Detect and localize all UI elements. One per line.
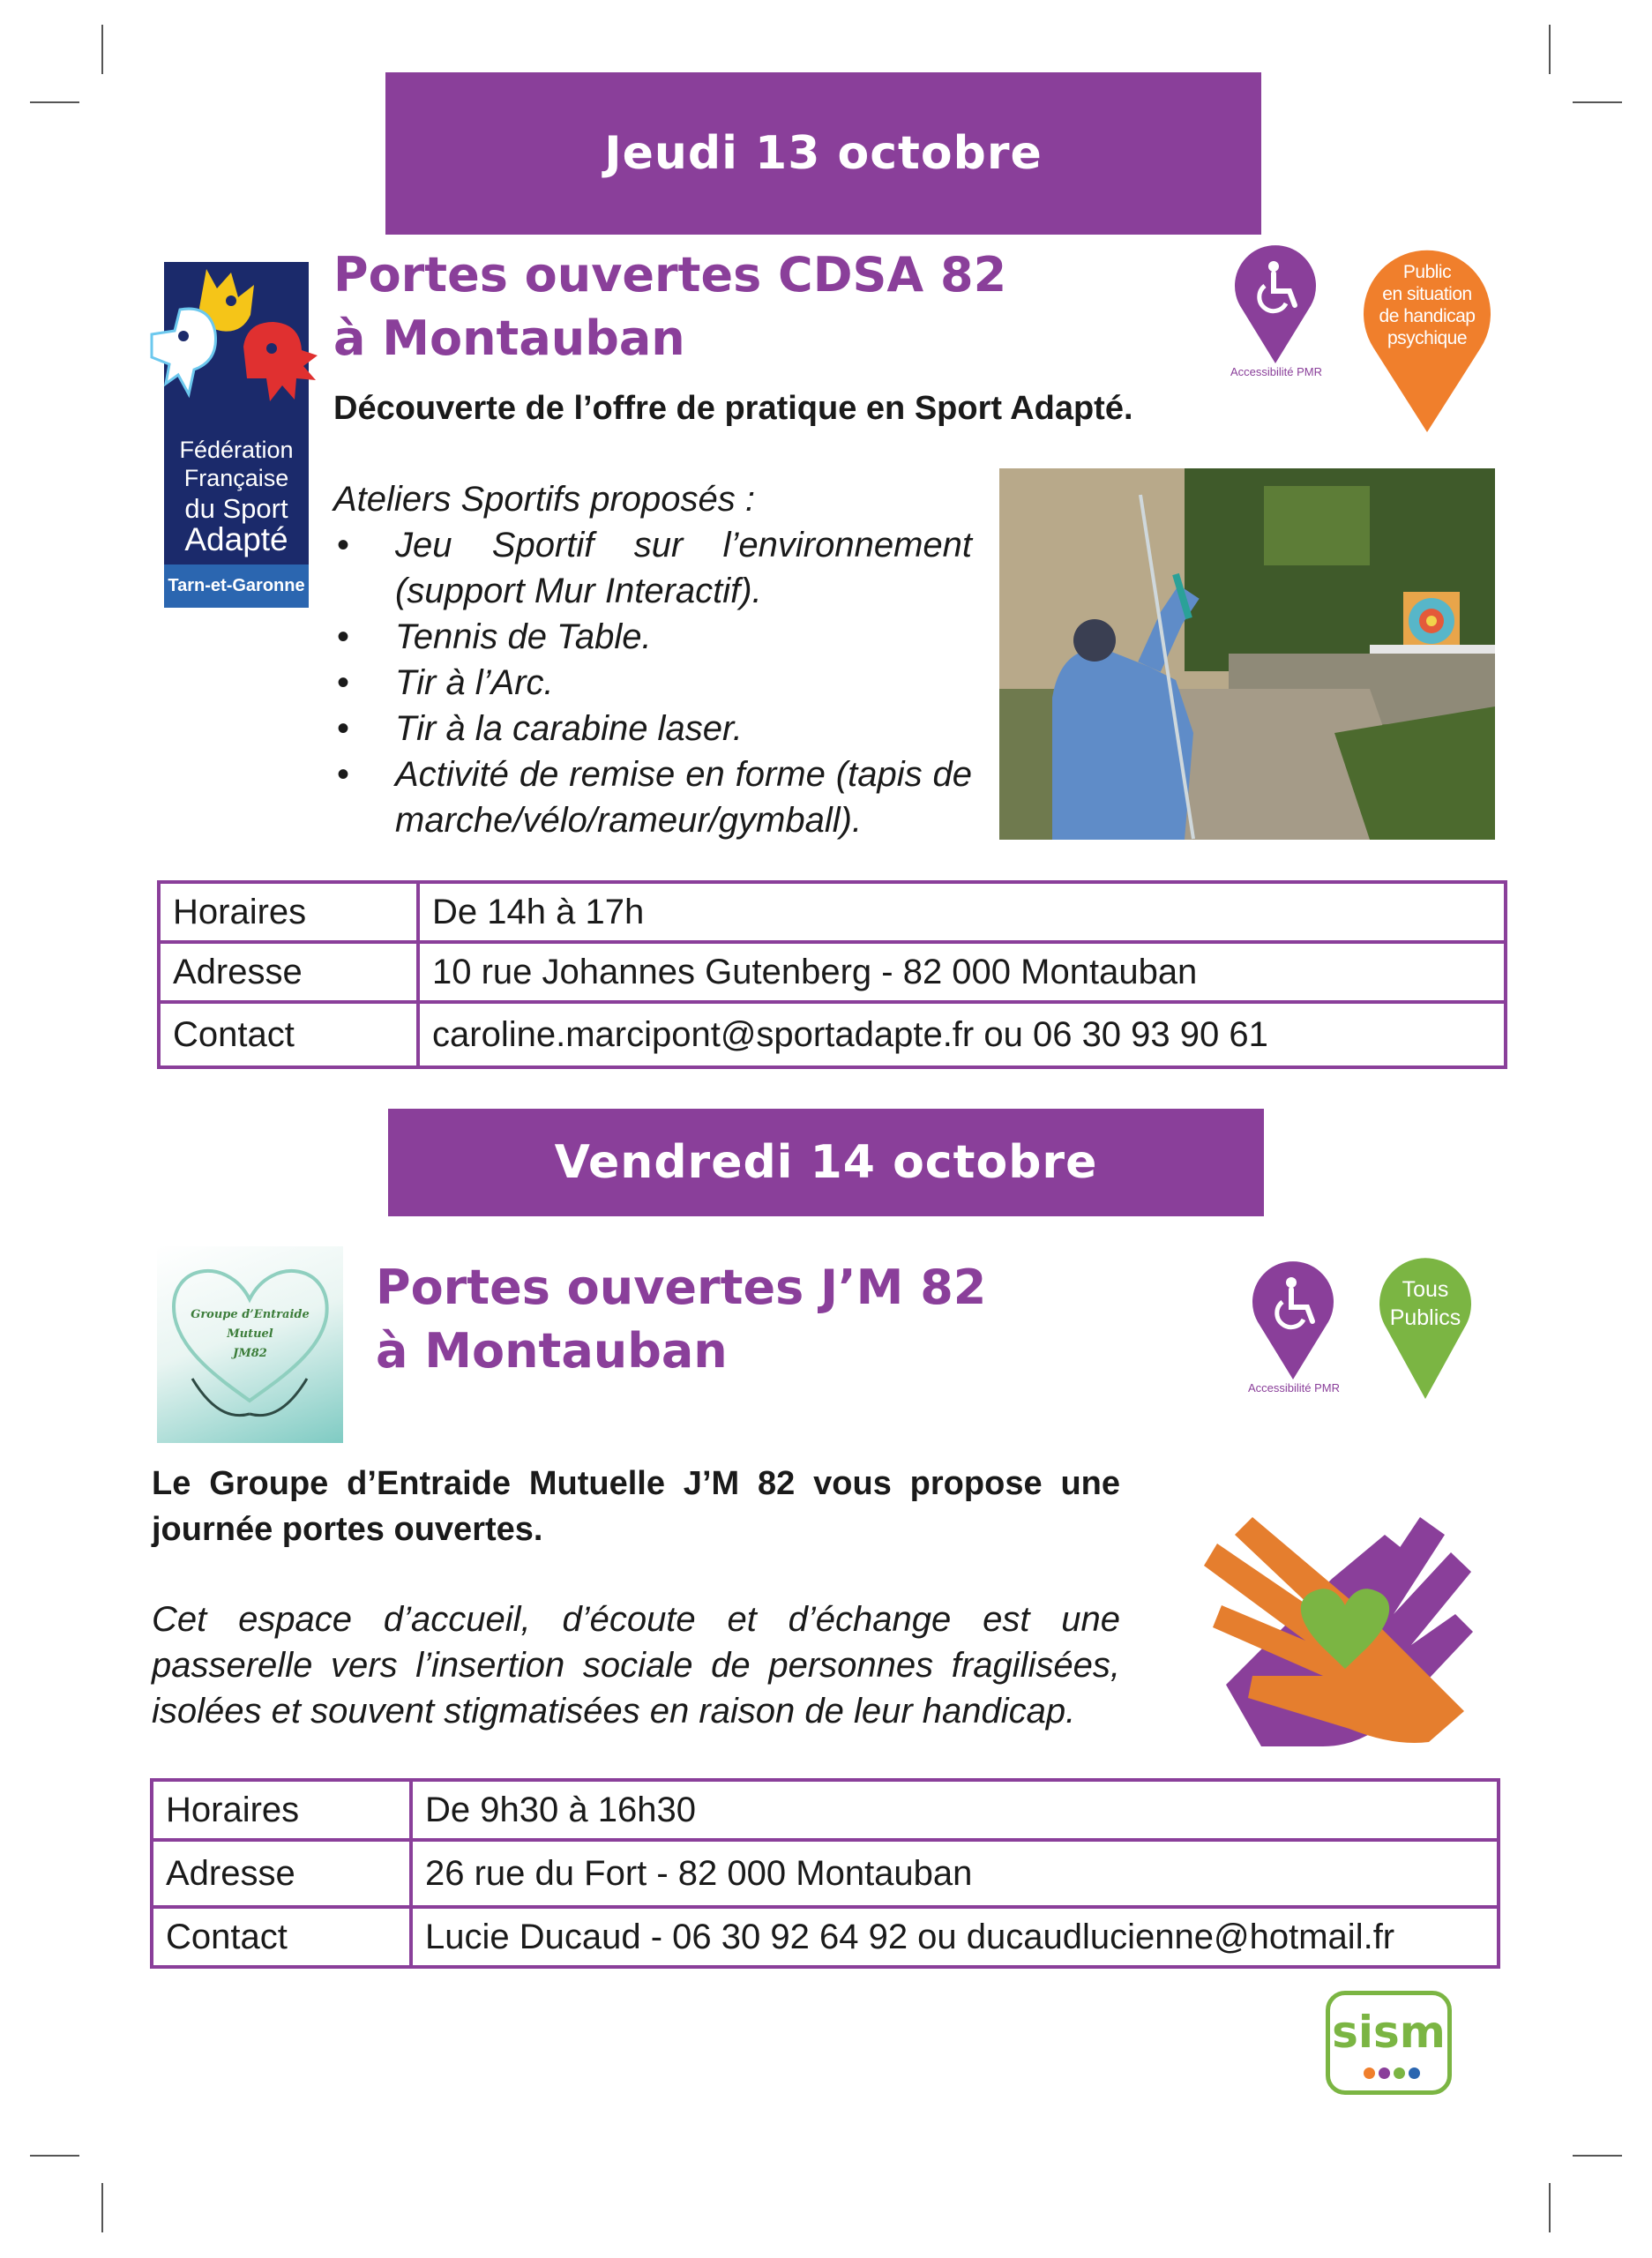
event1-title-line1: Portes ouvertes CDSA 82	[333, 247, 1007, 303]
archery-photo	[999, 468, 1495, 840]
pmr-label: Accessibilité PMR	[1247, 1381, 1341, 1394]
event1-title-line2: à Montauban	[333, 310, 685, 366]
public-line4: psychique	[1387, 328, 1468, 348]
pmr-label: Accessibilité PMR	[1230, 365, 1323, 378]
list-item: • Tir à la carabine laser.	[333, 706, 972, 751]
day-banner-thursday: Jeudi 13 octobre	[385, 72, 1261, 235]
pmr-pin-icon	[1251, 1261, 1335, 1379]
dot-purple	[1379, 2067, 1390, 2079]
dot-blue	[1409, 2067, 1420, 2079]
crop-mark	[30, 2155, 79, 2157]
public-badge-text	[1361, 261, 1493, 349]
ffsa-region: Tarn-et-Garonne	[168, 576, 305, 595]
table-cell-label: Horaires	[159, 882, 418, 942]
event2-title-line2: à Montauban	[376, 1323, 728, 1379]
table-cell-value: 10 rue Johannes Gutenberg - 82 000 Montauban	[418, 942, 1506, 1002]
crop-mark	[101, 25, 103, 74]
heart-hands-icon	[157, 1246, 343, 1443]
crop-mark	[30, 101, 79, 103]
table-cell-label: Adresse	[159, 942, 418, 1002]
ateliers-list	[333, 522, 972, 843]
ateliers-heading: Ateliers Sportifs proposés :	[333, 480, 755, 519]
table-row	[152, 1907, 1499, 1967]
ateliers-block	[333, 476, 972, 843]
table-cell-value[interactable]: Lucie Ducaud - 06 30 92 64 92 ou ducaudlucienne@hotmail.fr	[411, 1907, 1499, 1967]
day-banner-friday: Vendredi 14 octobre	[388, 1109, 1264, 1216]
table-cell-value: 26 rue du Fort - 82 000 Montauban	[411, 1840, 1499, 1907]
list-item: • Jeu Sportif sur l’environnement (support Mur Interactif).	[333, 522, 972, 614]
list-item: • Tir à l’Arc.	[333, 660, 972, 706]
table-cell-value[interactable]: caroline.marcipont@sportadapte.fr ou 06 30 93 90 61	[418, 1002, 1506, 1067]
tous-line1: Tous	[1402, 1277, 1449, 1302]
jm82-logo	[157, 1246, 343, 1443]
sism-dots	[1364, 2067, 1420, 2079]
list-item: • Tennis de Table.	[333, 614, 972, 660]
table-row	[152, 1780, 1499, 1840]
ffsa-text-4: Adapté	[184, 521, 288, 557]
hands-heart-icon	[1200, 1464, 1499, 1755]
sism-logo	[1326, 1991, 1452, 2095]
crop-mark	[1573, 101, 1622, 103]
ffsa-text-3: du Sport	[184, 493, 288, 524]
ffsa-text-2: Française	[183, 465, 289, 491]
event2-description: Cet espace d’accueil, d’écoute et d’échange est une passerelle vers l’insertion sociale de personnes fragilisées, isolées et souvent stigmatisées en raison de leur handicap.	[152, 1600, 1120, 1731]
tous-publics-text	[1378, 1275, 1473, 1332]
table-row	[152, 1840, 1499, 1907]
jm82-text-1: Groupe d’Entraide	[191, 1308, 310, 1321]
pmr-pin-icon	[1233, 245, 1318, 363]
table-row	[159, 942, 1506, 1002]
table-row	[159, 1002, 1506, 1067]
crop-mark	[1573, 2155, 1622, 2157]
dot-orange	[1364, 2067, 1375, 2079]
table-row	[159, 882, 1506, 942]
sism-logo-text: sism	[1332, 2007, 1446, 2058]
table-cell-label: Adresse	[152, 1840, 411, 1907]
public-line1: Public	[1402, 262, 1452, 282]
crop-mark	[1549, 25, 1551, 74]
table-cell-label: Contact	[152, 1907, 411, 1967]
event1-info-table	[157, 880, 1507, 1069]
event2-title-line1: Portes ouvertes J’M 82	[376, 1260, 987, 1315]
public-line2: en situation	[1382, 284, 1472, 304]
table-cell-label: Contact	[159, 1002, 418, 1067]
tous-line2: Publics	[1389, 1305, 1461, 1330]
ffsa-figures-icon	[145, 250, 330, 426]
event1-subtitle: Découverte de l’offre de pratique en Sport Adapté.	[333, 390, 1133, 427]
jm82-text-3: JM82	[233, 1347, 267, 1360]
table-cell-value: De 9h30 à 16h30	[411, 1780, 1499, 1840]
table-cell-value: De 14h à 17h	[418, 882, 1506, 942]
ffsa-logo	[164, 262, 309, 608]
ffsa-text-1: Fédération	[179, 437, 294, 463]
table-cell-label: Horaires	[152, 1780, 411, 1840]
ffsa-region-band	[164, 564, 309, 608]
event2-info-table	[150, 1778, 1500, 1969]
jm82-text-2: Mutuel	[227, 1327, 273, 1341]
crop-mark	[101, 2183, 103, 2232]
crop-mark	[1549, 2183, 1551, 2232]
dot-green	[1394, 2067, 1405, 2079]
list-item: • Activité de remise en forme (tapis de marche/vélo/rameur/gymball).	[333, 751, 972, 843]
public-line3: de handicap	[1379, 306, 1476, 326]
event2-intro: Le Groupe d’Entraide Mutuelle J’M 82 vous propose une journée portes ouvertes.	[152, 1465, 1120, 1548]
